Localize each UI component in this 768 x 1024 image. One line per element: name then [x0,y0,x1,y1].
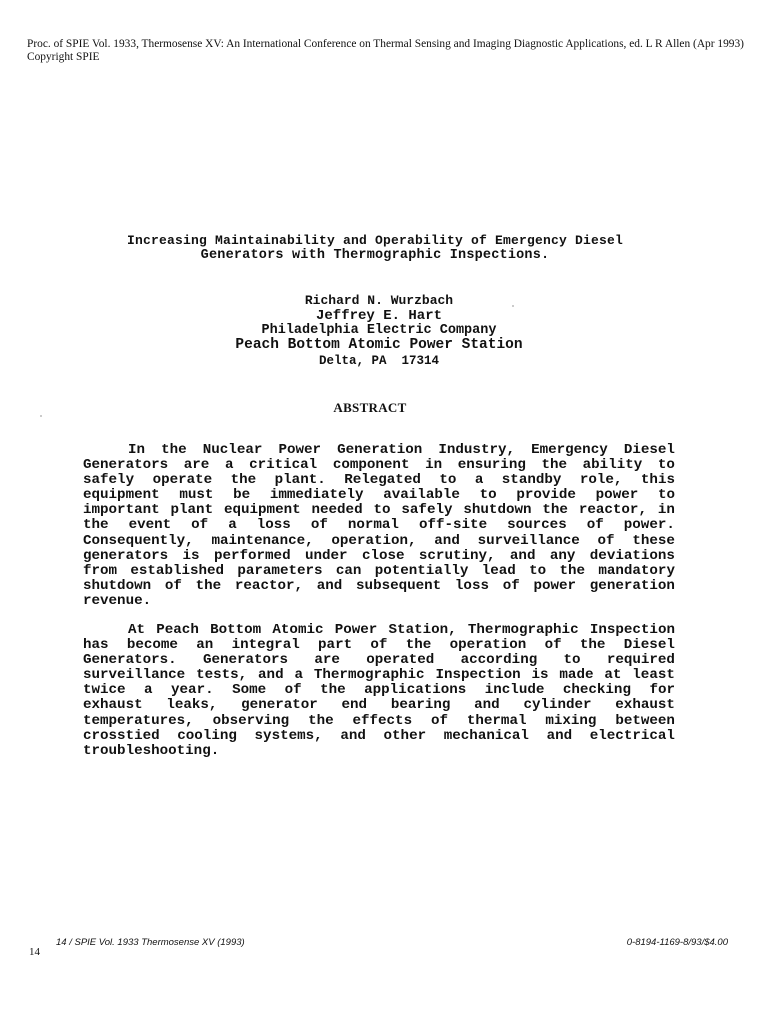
abstract-heading: ABSTRACT [333,400,407,415]
affiliation-station: Peach Bottom Atomic Power Station [235,337,523,353]
author-2: Jeffrey E. Hart [315,308,443,324]
abstract-line: twice a year. Some of the applications include checking for [83,682,675,699]
abstract-line: generators is performed under close scrutiny, and any deviations [83,547,675,564]
abstract-line: In the Nuclear Power Generation Industry, Emergency Diesel [128,442,675,458]
abstract-line: shutdown of the reactor, and subsequent loss of power generation [83,577,675,594]
abstract-line: equipment must be immediately available to provide power to [83,487,675,504]
abstract-line: from established parameters can potentially lead to the mandatory [83,562,675,579]
abstract-line: exhaust leaks, generator end bearing and cylinder exhaust [83,697,675,714]
scan-speck [40,415,42,417]
scan-speck [512,305,514,307]
abstract-line: important plant equipment needed to safely shutdown the reactor, in [83,502,675,519]
paper-title-line-1: Increasing Maintainability and Operability of Emergency Diesel [126,233,624,248]
affiliation-company: Philadelphia Electric Company [261,323,497,338]
paper-title-line-2: Generators with Thermographic Inspections. [200,248,550,263]
footer-journal-reference: 14 / SPIE Vol. 1933 Thermosense XV (1993) [56,937,245,948]
abstract-line: Consequently, maintenance, operation, and surveillance of these [83,532,675,549]
abstract-line: troubleshooting. [83,742,220,759]
abstract-paragraph-1 [83,443,675,609]
abstract-line: safely operate the plant. Relegated to a standby role, this [83,472,675,489]
proceedings-citation: Proc. of SPIE Vol. 1933, Thermosense XV: An International Conference on Thermal Sensing and Imaging Diagnostic Applications, ed. L R Allen (Apr 1993) Copyright SPIE [27,38,744,63]
page-number: 14 [29,946,40,958]
abstract-line: At Peach Bottom Atomic Power Station, Thermographic Inspection [128,622,675,638]
abstract-line: surveillance tests, and a Thermographic Inspection is made at least [83,667,675,684]
author-1: Richard N. Wurzbach [304,293,454,308]
abstract-line: Generators are a critical component in ensuring the ability to [83,457,675,474]
footer-isbn: 0-8194-1169-8/93/$4.00 [626,937,728,948]
abstract-line: crosstied cooling systems, and other mechanical and electrical [83,727,675,744]
affiliation-location: Delta, PA 17314 [318,354,440,368]
abstract-line: revenue. [83,592,152,609]
abstract-line: Generators. Generators are operated according to required [83,652,675,669]
abstract-paragraph-2 [83,623,675,759]
abstract-line: has become an integral part of the operation of the Diesel [83,637,675,654]
abstract-line: the event of a loss of normal off-site sources of power. [83,517,675,534]
abstract-line: temperatures, observing the effects of thermal mixing between [83,712,675,729]
